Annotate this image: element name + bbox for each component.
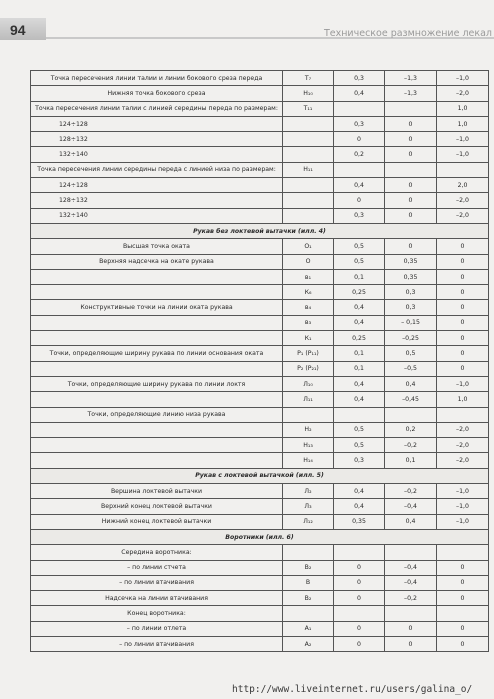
delta-y-cell: 0	[385, 116, 437, 131]
point-code-cell: Р₂ (Р₂₁)	[283, 361, 334, 376]
table-row	[31, 132, 489, 147]
delta-x-cell: 0	[334, 132, 385, 147]
delta-y-cell: 0,2	[385, 422, 437, 437]
table-row	[31, 545, 489, 560]
table-row	[31, 239, 489, 254]
delta-y-cell: 0	[385, 193, 437, 208]
delta-y-cell: 0	[385, 178, 437, 193]
section-heading: Рукав с локтевой вытачкой (илл. 5)	[31, 468, 489, 483]
delta-x-cell: 0,3	[334, 116, 385, 131]
point-name-cell	[31, 285, 283, 300]
delta-z-cell	[437, 545, 489, 560]
delta-y-cell: 0,5	[385, 346, 437, 361]
delta-y-cell: –0,45	[385, 392, 437, 407]
delta-y-cell	[385, 101, 437, 116]
delta-y-cell: 0	[385, 132, 437, 147]
point-code-cell	[283, 147, 334, 162]
delta-x-cell	[334, 606, 385, 621]
point-code-cell: Л₁₁	[283, 392, 334, 407]
table-row	[31, 300, 489, 315]
table-row	[31, 208, 489, 223]
delta-x-cell	[334, 101, 385, 116]
source-url: http://www.liveinternet.ru/users/galina_o/	[232, 684, 473, 695]
delta-z-cell: 1,0	[437, 116, 489, 131]
point-name-cell	[31, 269, 283, 284]
grading-table-container	[30, 70, 488, 652]
delta-y-cell: 0,4	[385, 514, 437, 529]
table-row	[31, 514, 489, 529]
point-name-cell: 124÷128	[31, 178, 283, 193]
point-name-cell: Середина воротника:	[31, 545, 283, 560]
delta-x-cell: 0,3	[334, 208, 385, 223]
delta-x-cell: 0,5	[334, 422, 385, 437]
point-code-cell	[283, 193, 334, 208]
delta-x-cell	[334, 407, 385, 422]
delta-z-cell: 1,0	[437, 101, 489, 116]
point-code-cell: Н₁₁	[283, 162, 334, 177]
point-name-cell: 128÷132	[31, 132, 283, 147]
delta-z-cell: 0	[437, 346, 489, 361]
table-row	[31, 560, 489, 575]
point-code-cell	[283, 208, 334, 223]
point-name-cell: 132÷140	[31, 147, 283, 162]
point-code-cell: Т₇	[283, 71, 334, 86]
point-name-cell: – по линии отлета	[31, 621, 283, 636]
point-name-cell: Точки, определяющие линию низа рукава	[31, 407, 283, 422]
delta-z-cell: 0	[437, 300, 489, 315]
point-name-cell	[31, 331, 283, 346]
point-code-cell: Т₁₁	[283, 101, 334, 116]
delta-x-cell: 0,5	[334, 438, 385, 453]
delta-z-cell: 0	[437, 239, 489, 254]
delta-z-cell: 0	[437, 315, 489, 330]
section-row	[31, 223, 489, 238]
delta-x-cell: 0	[334, 193, 385, 208]
point-name-cell: 132÷140	[31, 208, 283, 223]
point-code-cell: К₆	[283, 285, 334, 300]
table-row	[31, 484, 489, 499]
point-code-cell: Л₁₂	[283, 514, 334, 529]
delta-y-cell: 0	[385, 621, 437, 636]
delta-z-cell: 0	[437, 361, 489, 376]
table-row	[31, 178, 489, 193]
table-row	[31, 86, 489, 101]
delta-y-cell: –0,4	[385, 575, 437, 590]
delta-x-cell: 0,4	[334, 300, 385, 315]
delta-z-cell: 0	[437, 560, 489, 575]
delta-x-cell: 0	[334, 591, 385, 606]
delta-z-cell	[437, 606, 489, 621]
delta-y-cell: –0,2	[385, 484, 437, 499]
point-code-cell: Н₁₄	[283, 453, 334, 468]
delta-x-cell: 0,4	[334, 178, 385, 193]
point-code-cell: в₄	[283, 300, 334, 315]
table-row	[31, 285, 489, 300]
table-row	[31, 591, 489, 606]
delta-z-cell: –1,0	[437, 132, 489, 147]
delta-y-cell	[385, 545, 437, 560]
point-code-cell: О₁	[283, 239, 334, 254]
delta-z-cell: 0	[437, 575, 489, 590]
delta-z-cell: –2,0	[437, 86, 489, 101]
point-code-cell	[283, 545, 334, 560]
table-row	[31, 392, 489, 407]
delta-x-cell: 0,2	[334, 147, 385, 162]
delta-z-cell: –1,0	[437, 147, 489, 162]
delta-y-cell: 0,35	[385, 269, 437, 284]
delta-y-cell: –0,2	[385, 591, 437, 606]
point-code-cell: Н₁₃	[283, 438, 334, 453]
table-row	[31, 407, 489, 422]
delta-x-cell: 0	[334, 636, 385, 651]
table-row	[31, 331, 489, 346]
delta-y-cell: –1,3	[385, 86, 437, 101]
delta-z-cell: 0	[437, 331, 489, 346]
delta-x-cell: 0	[334, 621, 385, 636]
point-code-cell	[283, 407, 334, 422]
table-row	[31, 147, 489, 162]
delta-y-cell: 0,1	[385, 453, 437, 468]
point-name-cell: Нижняя точка бокового среза	[31, 86, 283, 101]
delta-z-cell: 0	[437, 621, 489, 636]
table-row	[31, 453, 489, 468]
delta-x-cell: 0,4	[334, 86, 385, 101]
table-row	[31, 315, 489, 330]
section-heading: Воротники (илл. 6)	[31, 529, 489, 544]
delta-x-cell: 0,4	[334, 376, 385, 391]
delta-x-cell: 0,1	[334, 361, 385, 376]
delta-y-cell: –0,5	[385, 361, 437, 376]
delta-x-cell: 0,3	[334, 71, 385, 86]
point-name-cell: Надсечка на линии втачивания	[31, 591, 283, 606]
point-name-cell: Точки, определяющие ширину рукава по линии локтя	[31, 376, 283, 391]
point-name-cell: Верхний конец локтевой вытачки	[31, 499, 283, 514]
delta-z-cell: 2,0	[437, 178, 489, 193]
delta-z-cell: –1,0	[437, 499, 489, 514]
delta-x-cell	[334, 162, 385, 177]
delta-z-cell: –1,0	[437, 514, 489, 529]
table-row	[31, 346, 489, 361]
delta-z-cell: –2,0	[437, 438, 489, 453]
table-row	[31, 254, 489, 269]
point-code-cell	[283, 116, 334, 131]
table-row	[31, 162, 489, 177]
delta-z-cell: 1,0	[437, 392, 489, 407]
delta-x-cell: 0,3	[334, 453, 385, 468]
delta-z-cell: –2,0	[437, 208, 489, 223]
table-row	[31, 422, 489, 437]
point-code-cell: Л₁₀	[283, 376, 334, 391]
delta-z-cell: –2,0	[437, 193, 489, 208]
delta-z-cell	[437, 407, 489, 422]
delta-z-cell: –1,0	[437, 484, 489, 499]
delta-y-cell: 0	[385, 208, 437, 223]
delta-x-cell: 0,35	[334, 514, 385, 529]
point-code-cell	[283, 132, 334, 147]
delta-y-cell: –0,4	[385, 499, 437, 514]
delta-x-cell: 0,4	[334, 484, 385, 499]
delta-z-cell: –2,0	[437, 422, 489, 437]
delta-x-cell: 0,4	[334, 315, 385, 330]
delta-z-cell: –1,0	[437, 376, 489, 391]
delta-y-cell: 0,4	[385, 376, 437, 391]
section-row	[31, 468, 489, 483]
running-header-title: Техническое размножение лекал	[323, 28, 492, 39]
table-row	[31, 621, 489, 636]
point-name-cell: – по линии втачивания	[31, 636, 283, 651]
point-name-cell	[31, 438, 283, 453]
delta-z-cell: 0	[437, 269, 489, 284]
table-row	[31, 438, 489, 453]
table-row	[31, 376, 489, 391]
point-code-cell: В	[283, 575, 334, 590]
delta-z-cell: 0	[437, 254, 489, 269]
grading-table-body	[31, 71, 489, 652]
point-code-cell: в₁	[283, 269, 334, 284]
delta-x-cell: 0,1	[334, 346, 385, 361]
point-name-cell	[31, 422, 283, 437]
delta-z-cell: –2,0	[437, 453, 489, 468]
delta-z-cell: 0	[437, 285, 489, 300]
delta-y-cell: 0,35	[385, 254, 437, 269]
delta-z-cell: 0	[437, 591, 489, 606]
delta-z-cell	[437, 162, 489, 177]
delta-y-cell: 0	[385, 147, 437, 162]
point-name-cell: Высшая точка оката	[31, 239, 283, 254]
grading-table	[30, 70, 489, 652]
delta-y-cell: 0,3	[385, 300, 437, 315]
table-row	[31, 269, 489, 284]
table-row	[31, 116, 489, 131]
point-code-cell: В₂	[283, 591, 334, 606]
delta-x-cell: 0,25	[334, 285, 385, 300]
point-code-cell: О	[283, 254, 334, 269]
delta-x-cell: 0,5	[334, 254, 385, 269]
delta-x-cell: 0,4	[334, 499, 385, 514]
point-name-cell: Точка пересечения линии середины переда с линией низа по размерам:	[31, 162, 283, 177]
point-name-cell	[31, 453, 283, 468]
point-name-cell: – по линии втачивания	[31, 575, 283, 590]
point-name-cell: Точки, определяющие ширину рукава по линии основания оката	[31, 346, 283, 361]
table-row	[31, 606, 489, 621]
point-code-cell: в₃	[283, 315, 334, 330]
point-name-cell: Точка пересечения линии талии и линии бокового среза переда	[31, 71, 283, 86]
point-name-cell: Конструктивные точки на линии оката рукава	[31, 300, 283, 315]
point-name-cell: Вершина локтевой вытачки	[31, 484, 283, 499]
point-code-cell: Н₁₀	[283, 86, 334, 101]
point-name-cell: 128÷132	[31, 193, 283, 208]
delta-y-cell: –0,4	[385, 560, 437, 575]
point-code-cell: А₁	[283, 621, 334, 636]
delta-y-cell: –1,3	[385, 71, 437, 86]
point-code-cell: Р₁ (Р₁₁)	[283, 346, 334, 361]
delta-x-cell: 0	[334, 575, 385, 590]
point-name-cell: Нижний конец локтевой вытачки	[31, 514, 283, 529]
point-name-cell: Верхняя надсечка на окате рукава	[31, 254, 283, 269]
point-code-cell: К₁	[283, 331, 334, 346]
delta-x-cell: 0	[334, 560, 385, 575]
page-number: 94	[0, 18, 46, 40]
delta-z-cell: 0	[437, 636, 489, 651]
point-code-cell	[283, 178, 334, 193]
point-name-cell: Точка пересечения линии талии с линией середины переда по размерам:	[31, 101, 283, 116]
delta-y-cell: –0,25	[385, 331, 437, 346]
delta-y-cell: – 0,15	[385, 315, 437, 330]
delta-x-cell: 0,5	[334, 239, 385, 254]
delta-y-cell	[385, 162, 437, 177]
delta-x-cell: 0,25	[334, 331, 385, 346]
table-row	[31, 636, 489, 651]
point-code-cell: Л₃	[283, 499, 334, 514]
point-name-cell	[31, 392, 283, 407]
delta-x-cell: 0,4	[334, 392, 385, 407]
section-row	[31, 529, 489, 544]
point-name-cell	[31, 315, 283, 330]
delta-x-cell	[334, 545, 385, 560]
point-name-cell: 124÷128	[31, 116, 283, 131]
table-row	[31, 193, 489, 208]
table-row	[31, 71, 489, 86]
delta-z-cell: –1,0	[437, 71, 489, 86]
table-row	[31, 361, 489, 376]
delta-y-cell	[385, 407, 437, 422]
table-row	[31, 499, 489, 514]
point-code-cell: Л₂	[283, 484, 334, 499]
table-row	[31, 575, 489, 590]
delta-y-cell: 0	[385, 636, 437, 651]
point-code-cell: В₂	[283, 560, 334, 575]
point-code-cell: Н₂	[283, 422, 334, 437]
point-code-cell: А₂	[283, 636, 334, 651]
point-code-cell	[283, 606, 334, 621]
delta-y-cell: 0	[385, 239, 437, 254]
table-row	[31, 101, 489, 116]
point-name-cell: Конец воротника:	[31, 606, 283, 621]
section-heading: Рукав без локтевой вытачки (илл. 4)	[31, 223, 489, 238]
delta-x-cell: 0,1	[334, 269, 385, 284]
delta-y-cell	[385, 606, 437, 621]
delta-y-cell: 0,3	[385, 285, 437, 300]
delta-y-cell: –0,2	[385, 438, 437, 453]
point-name-cell	[31, 361, 283, 376]
point-name-cell: – по линии стчета	[31, 560, 283, 575]
